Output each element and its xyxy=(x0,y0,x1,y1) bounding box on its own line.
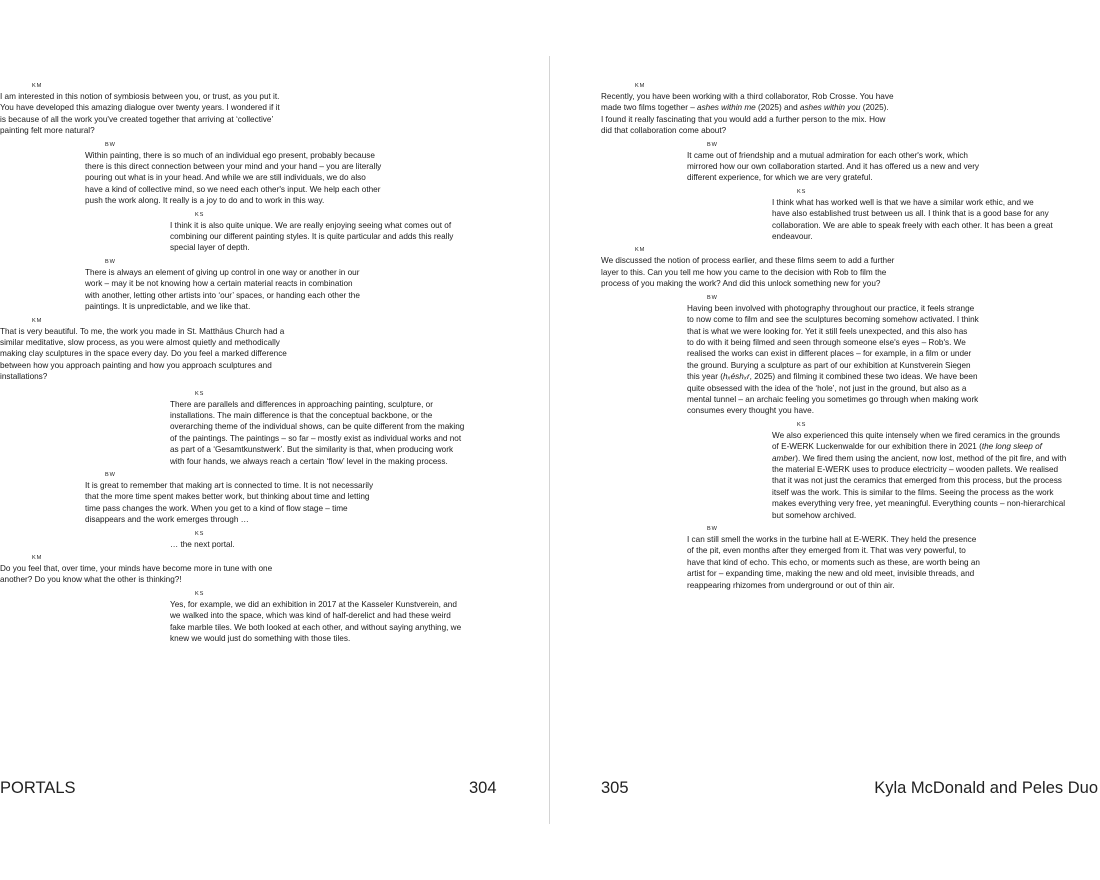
text-line: work – may it be not knowing how a certain material reacts in combination xyxy=(85,279,353,289)
text-line: overarching theme of the individual shows, can be quite different from the making xyxy=(170,422,465,432)
text-line: I think what has worked well is that we have a similar work ethic, and we xyxy=(772,197,1034,207)
text-line: painting felt more natural? xyxy=(0,126,95,136)
text-line: Within painting, there is so much of an individual ego present, probably because xyxy=(85,150,375,160)
speaker-label: KM xyxy=(635,83,646,89)
speaker-label: KM xyxy=(32,317,43,324)
dialogue-block-ks xyxy=(772,187,1100,243)
text-line: artist for – expanding time, making the new and old meet, invisible threads, and xyxy=(687,569,975,579)
dialogue-block-km xyxy=(601,81,1100,137)
left-page-text xyxy=(0,81,540,644)
text-line: the material E-WERK uses to produce electricity – wooden pallets. We realised xyxy=(772,464,1059,474)
text-line: Do you feel that, over time, your minds have become more in tune with one xyxy=(0,564,273,573)
speaker-label: KM xyxy=(32,83,43,89)
text-line: but somehow archived. xyxy=(772,510,857,520)
text-line: with another, letting other artists into ‘our’ spaces, or handing each other the xyxy=(85,290,360,300)
text-line: process of you making the work? And did this unlock something new for you? xyxy=(601,279,881,289)
running-title: PORTALS xyxy=(0,779,76,797)
text-line: pouring out what is in your head. And while we are still individuals, we do also xyxy=(85,173,366,183)
text-line: that the more time spent makes better work, but thinking about time and letting xyxy=(85,492,370,502)
text-line: of E-WERK Luckenwalde for our exhibition there in 2021 (the long sleep of xyxy=(772,442,1042,452)
text-line: with four hands, we always reach a certain ‘flow’ level in the making process. xyxy=(170,456,448,466)
dialogue-block-bw xyxy=(687,140,1100,184)
text-line: to now come to film and see the sculptures becoming somehow activated. I think xyxy=(687,315,979,325)
dialogue-block-bw xyxy=(85,140,540,207)
text-line: Having been involved with photography throughout our practice, it feels strange xyxy=(687,303,975,313)
text-line: is because of all the work you've created together that arriving at ‘collective’ xyxy=(0,114,274,124)
text-line: time pass changes the work. When you get to a kind of flow stage – time xyxy=(85,503,348,513)
text-line: combining our different painting styles. It is quite particular and adds this really xyxy=(170,232,454,242)
text-line: that it was not just the ceramics that emerged from this process, but the process xyxy=(772,476,1062,486)
text-line: have also established trust between us all. I think that is a good base for any xyxy=(772,209,1049,219)
text-line: endeavour. xyxy=(772,232,813,242)
dialogue-block-bw xyxy=(85,470,540,526)
text-line: That is very beautiful. To me, the work you made in St. Matthäus Church had a xyxy=(0,326,285,336)
text-line: itself was the work. This is similar to the films. Seeing the process as the work xyxy=(772,487,1054,497)
right-page-text xyxy=(601,81,1100,591)
work-title: the long sleep of xyxy=(981,442,1042,452)
dialogue-block-ks xyxy=(772,420,1100,521)
speaker-label: KS xyxy=(195,390,205,397)
text-line: special layer of depth. xyxy=(170,243,250,253)
text-line: consumes every thought you have. xyxy=(687,406,814,416)
text-line: made two films together – ashes within me (2025) and ashes within you (2025). xyxy=(601,103,889,113)
speaker-label: BW xyxy=(105,258,116,265)
text-line: amber). We fired them using the ancient, now lost, method of the pit fire, and with xyxy=(772,453,1067,463)
text-line: we walked into the space, which was kind of half-derelict and had these weird xyxy=(170,611,451,621)
speaker-label: KS xyxy=(797,188,807,195)
speaker-label: BW xyxy=(707,141,718,148)
text-line: Recently, you have been working with a third collaborator, Rob Crosse. You have xyxy=(601,92,894,101)
text-line: reappearing rhizomes from underground or out of thin air. xyxy=(687,580,895,590)
text-line: of the paintings. The paintings – so far – mostly exist as individual works and not xyxy=(170,433,462,443)
text-line: disappears and the work emerges through … xyxy=(85,515,249,525)
text-line: making clay sculptures in the space every day. Do you feel a marked difference xyxy=(0,349,287,359)
text-line: paintings. It is unpredictable, and we like that. xyxy=(85,302,251,312)
dialogue-block-km xyxy=(0,553,540,586)
speaker-label: KS xyxy=(195,211,205,218)
text-line: as part of a ‘Gesamtkunstwerk’. But the similarity is that, when producing work xyxy=(170,445,454,455)
text-line: There is always an element of giving up control in one way or another in our xyxy=(85,267,360,277)
text-line: this year (hₓéshₓr, 2025) and filming it combined these two ideas. We have been xyxy=(687,372,978,382)
text-line: to do with it being filmed and seen through someone else's eyes – Rob's. We xyxy=(687,337,966,347)
text-line: I think it is also quite unique. We are really enjoying seeing what comes out of xyxy=(170,220,452,230)
text-line: knew we would just do something with those tiles. xyxy=(170,634,351,644)
speaker-label: BW xyxy=(105,471,116,478)
text-line: collaboration. We are able to speak freely with each other. It has been a great xyxy=(772,220,1053,230)
text-line: there is this direct connection between your mind and your hand – you are literally xyxy=(85,162,382,172)
text-line: makes everything very free, yet meaningful. Everything counts – non-hierarchical xyxy=(772,499,1066,509)
speaker-label: KS xyxy=(195,530,205,537)
text-line: different experience, for which we are very grateful. xyxy=(687,173,873,183)
left-page xyxy=(0,0,549,880)
text-line: installations? xyxy=(0,372,48,382)
speaker-label: KS xyxy=(195,590,205,597)
text-line: that is what we were looking for. Yet it still feels unexpected, and this also has xyxy=(687,326,968,336)
text-line: mirrored how our own collaboration started. And it has offered us a new and very xyxy=(687,162,980,172)
work-title: amber xyxy=(772,453,796,463)
speaker-label: BW xyxy=(707,294,718,301)
speaker-label: KM xyxy=(32,555,43,561)
speaker-label: KM xyxy=(635,247,646,254)
speaker-label: KS xyxy=(797,421,807,428)
right-page xyxy=(550,0,1100,880)
page-number: 305 xyxy=(601,779,629,797)
dialogue-block-bw xyxy=(85,257,540,313)
film-title: ashes within me xyxy=(697,103,756,113)
text-line: the ground. Burying a sculpture as part of our exhibition at Kunstverein Siegen xyxy=(687,360,971,370)
text-line: … the next portal. xyxy=(170,539,235,549)
text-line: another? Do you know what the other is thinking?! xyxy=(0,575,182,585)
text-line: I am interested in this notion of symbiosis between you, or trust, as you put it. xyxy=(0,92,280,101)
text-line: I can still smell the works in the turbine hall at E-WERK. They held the presence xyxy=(687,535,977,544)
dialogue-block-ks xyxy=(170,210,540,254)
text-line: of the pit, even months after they emerged from it. That was very powerful, to xyxy=(687,546,966,556)
dialogue-block-km xyxy=(0,81,540,137)
text-line: It came out of friendship and a mutual admiration for each other's work, which xyxy=(687,150,968,160)
dialogue-block-ks xyxy=(170,589,540,645)
text-line: layer to this. Can you tell me how you came to the decision with Rob to film the xyxy=(601,267,887,277)
speaker-label: BW xyxy=(707,526,718,532)
text-line: mental tunnel – an archaic feeling you sometimes go through when making work xyxy=(687,394,979,404)
page-number: 304 xyxy=(469,779,497,797)
text-line: Yes, for example, we did an exhibition in 2017 at the Kasseler Kunstverein, and xyxy=(170,599,457,609)
work-title: hₓéshₓr xyxy=(722,372,750,382)
text-line: push the work along. It really is a joy to do and to work in this way. xyxy=(85,196,325,206)
text-line: did that collaboration come about? xyxy=(601,126,727,136)
dialogue-block-bw xyxy=(687,524,1100,591)
text-line: There are parallels and differences in approaching painting, sculpture, or xyxy=(170,399,433,409)
text-line: We also experienced this quite intensely when we fired ceramics in the grounds xyxy=(772,430,1060,440)
text-line: quite obsessed with the idea of the ‘hole’, not just in the ground, but also as a xyxy=(687,383,967,393)
text-line: You have developed this amazing dialogue over twenty years. I wondered if it xyxy=(0,103,280,113)
text-line: installations. The main difference is that the conceptual backbone, or the xyxy=(170,410,433,420)
text-line: realised the works can exist in different places – for example, in a film or under xyxy=(687,349,972,359)
text-line: I found it really fascinating that you would add a further person to the mix. How xyxy=(601,114,886,124)
text-line: have a kind of collective mind, so we need each other's input. We help each other xyxy=(85,184,381,194)
dialogue-block-ks xyxy=(170,389,540,467)
speaker-label: BW xyxy=(105,141,116,148)
text-line: have that kind of echo. This echo, or moments such as these, are worth being an xyxy=(687,557,980,567)
dialogue-block-ks xyxy=(170,529,540,550)
text-line: similar meditative, slow process, as you were almost quietly and methodically xyxy=(0,337,280,347)
text-line: We discussed the notion of process earlier, and these films seem to add a further xyxy=(601,256,895,266)
dialogue-block-km xyxy=(0,316,540,383)
dialogue-block-bw xyxy=(687,293,1100,417)
text-line: between how you approach painting and how you approach sculptures and xyxy=(0,360,272,370)
running-title: Kyla McDonald and Peles Duo xyxy=(874,779,1098,797)
film-title: ashes within you xyxy=(799,103,861,113)
dialogue-block-km xyxy=(601,245,1100,289)
text-line: It is great to remember that making art is connected to time. It is not necessarily xyxy=(85,480,374,490)
text-line: fake marble tiles. We both looked at each other, and without saying anything, we xyxy=(170,622,462,632)
